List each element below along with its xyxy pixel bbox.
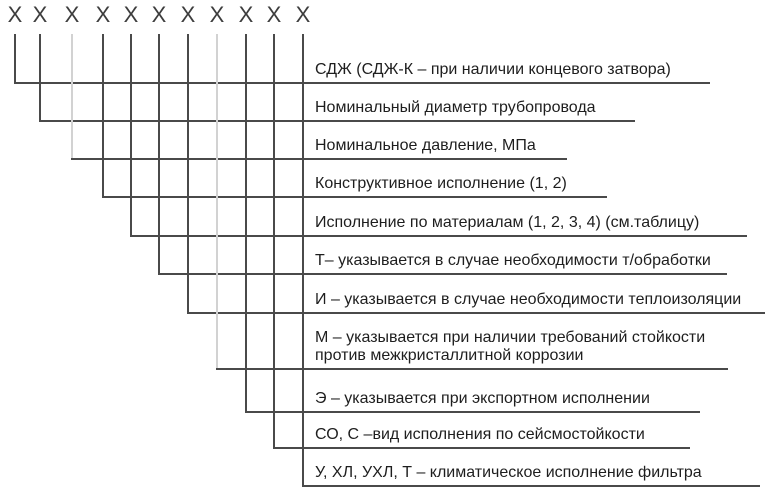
- row-underline: [102, 196, 607, 198]
- code-symbol-x: Х: [7, 2, 23, 27]
- connector-vertical: [130, 34, 132, 237]
- row-underline: [130, 235, 747, 237]
- row-label: [315, 175, 567, 193]
- row-label-line: Конструктивное исполнение (1, 2): [315, 175, 567, 192]
- connector-vertical: [71, 34, 73, 160]
- row-underline: [273, 447, 690, 449]
- row-label-line: Э – указывается при экспортном исполнении: [315, 390, 650, 407]
- row-label: [315, 291, 741, 309]
- row-label-line: СДЖ (СДЖ-К – при наличии концевого затвора): [315, 61, 671, 78]
- row-label-line: И – указывается в случае необходимости теплоизоляции: [315, 291, 742, 308]
- row-label: [315, 329, 705, 365]
- row-label: [315, 390, 650, 408]
- connector-vertical: [14, 34, 16, 84]
- row-label: [315, 61, 671, 79]
- row-label-line: У, ХЛ, УХЛ, Т – климатическое исполнение фильтра: [315, 464, 702, 481]
- row-underline: [39, 120, 635, 122]
- row-underline: [245, 411, 700, 413]
- code-symbol-x: Х: [123, 2, 139, 27]
- row-label-line: СО, С –вид исполнения по сейсмостойкости: [315, 426, 645, 443]
- code-symbol-x: Х: [32, 2, 48, 27]
- row-underline: [71, 158, 567, 160]
- row-underline: [216, 368, 728, 370]
- row-label-line: Номинальное давление, МПа: [315, 137, 536, 154]
- connector-vertical: [102, 34, 104, 198]
- code-symbol-x: Х: [295, 2, 311, 27]
- row-label: [315, 426, 645, 444]
- code-symbol-x: Х: [151, 2, 167, 27]
- code-symbol-x: Х: [64, 2, 80, 27]
- row-label-line: Номинальный диаметр трубопровода: [315, 99, 596, 116]
- connector-vertical: [216, 34, 218, 370]
- row-label: [315, 214, 699, 232]
- code-symbol-x: Х: [180, 2, 196, 27]
- connector-vertical: [302, 34, 304, 487]
- row-underline: [302, 485, 760, 487]
- code-symbol-x: Х: [95, 2, 111, 27]
- row-label: [315, 252, 711, 270]
- connector-vertical: [273, 34, 275, 449]
- code-symbol-x: Х: [266, 2, 282, 27]
- code-symbol-x: Х: [209, 2, 225, 27]
- row-label-line: Исполнение по материалам (1, 2, 3, 4) (см.таблицу): [315, 214, 700, 231]
- connector-vertical: [187, 34, 189, 314]
- row-label-line: Т– указывается в случае необходимости т/обработки: [315, 252, 711, 269]
- connector-vertical: [158, 34, 160, 275]
- row-label: [315, 137, 536, 155]
- code-symbol-x: Х: [238, 2, 254, 27]
- row-label: [315, 99, 596, 117]
- connector-vertical: [39, 34, 41, 122]
- row-label: [315, 464, 702, 482]
- row-label-line: против межкристаллитной коррозии: [315, 347, 584, 364]
- row-label-line: М – указывается при наличии требований стойкости: [315, 329, 706, 346]
- row-underline: [14, 82, 710, 84]
- row-underline: [158, 273, 727, 275]
- connector-vertical: [245, 34, 247, 413]
